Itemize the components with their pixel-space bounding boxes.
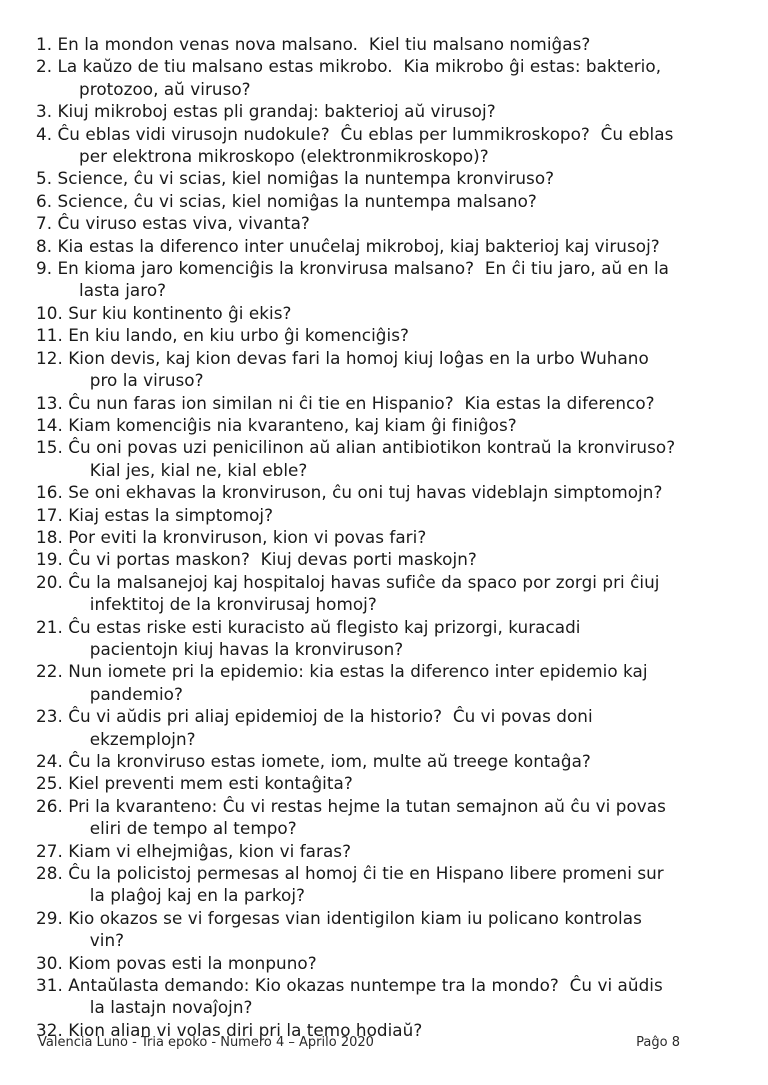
question-text bbox=[68, 347, 748, 392]
question-text bbox=[68, 840, 748, 862]
question-item bbox=[36, 862, 748, 907]
question-item bbox=[36, 750, 748, 772]
question-text bbox=[68, 436, 748, 481]
question-line: Ĉu la malsanejoj kaj hospitaloj havas sufiĉe da spaco por zorgi pri ĉiuj bbox=[68, 571, 660, 592]
question-text bbox=[68, 392, 748, 414]
question-line: Kia estas la diferenco inter unuĉelaj mikroboj, kiaj bakterioj kaj virusoj? bbox=[57, 235, 660, 256]
question-line: pro la viruso? bbox=[68, 370, 204, 391]
question-number: 25. bbox=[36, 773, 69, 794]
question-line: Ĉu la kronviruso estas iomete, iom, multe aŭ treege kontaĝa? bbox=[68, 751, 591, 771]
question-item bbox=[36, 526, 748, 548]
question-line: Kiel preventi mem esti kontaĝita? bbox=[68, 773, 353, 794]
footer-publication: Valencia Luno - Tria epoko - Numero 4 – Aprilo 2020 bbox=[38, 1035, 374, 1050]
question-item bbox=[36, 504, 748, 526]
question-number: 27. bbox=[36, 840, 69, 861]
question-line: Kiuj mikroboj estas pli grandaj: bakterioj aŭ virusoj? bbox=[57, 101, 496, 122]
question-text bbox=[68, 660, 748, 705]
question-text bbox=[58, 167, 749, 189]
question-number: 24. bbox=[36, 751, 69, 771]
question-line: ekzemplojn? bbox=[68, 728, 196, 749]
question-text bbox=[68, 795, 748, 840]
question-line: Kio okazos se vi forgesas vian identigilon kiam iu policano kontrolas bbox=[68, 907, 642, 928]
question-line: Kiam komenciĝis nia kvaranteno, kaj kiam ĝi finiĝos? bbox=[68, 414, 517, 435]
question-text bbox=[58, 123, 749, 168]
question-line: Se oni ekhavas la kronviruson, ĉu oni tuj havas videblajn simptomojn? bbox=[68, 482, 663, 503]
question-text bbox=[68, 907, 748, 952]
question-line: Kion alian vi volas diri pri la temo hodiaŭ? bbox=[68, 1019, 423, 1040]
question-item bbox=[36, 414, 748, 436]
question-item bbox=[36, 952, 748, 974]
question-line: En kioma jaro komenciĝis la kronvirusa malsano? En ĉi tiu jaro, aŭ en la bbox=[57, 258, 670, 279]
question-line: eliri de tempo al tempo? bbox=[68, 818, 297, 839]
question-line: Ĉu vi aŭdis pri aliaj epidemioj de la historio? Ĉu vi povas doni bbox=[68, 706, 593, 727]
question-item bbox=[36, 840, 748, 862]
question-text bbox=[68, 526, 748, 548]
question-line: Nun iomete pri la epidemio: kia estas la diferenco inter epidemio kaj bbox=[68, 661, 648, 682]
question-line: Ĉu viruso estas viva, vivanta? bbox=[57, 213, 310, 234]
question-number: 5. bbox=[36, 168, 58, 189]
question-line: infektitoj de la kronvirusaj homoj? bbox=[68, 594, 377, 615]
question-text bbox=[68, 571, 748, 616]
question-text bbox=[68, 481, 748, 503]
question-line: protozoo, aŭ viruso? bbox=[57, 78, 251, 99]
question-item bbox=[36, 705, 748, 750]
question-number: 7. bbox=[36, 213, 58, 234]
question-line: Ĉu oni povas uzi penicilinon aŭ alian antibiotikon kontraŭ la kronviruso? bbox=[68, 437, 676, 458]
question-number: 21. bbox=[36, 616, 69, 637]
question-number: 30. bbox=[36, 952, 69, 973]
question-number: 28. bbox=[36, 863, 69, 884]
question-item bbox=[36, 660, 748, 705]
question-text bbox=[68, 862, 748, 907]
question-number: 20. bbox=[36, 571, 69, 592]
question-item bbox=[36, 392, 748, 414]
question-number: 1. bbox=[36, 34, 58, 54]
question-text bbox=[68, 504, 748, 526]
question-line: lasta jaro? bbox=[57, 280, 167, 301]
question-item bbox=[36, 974, 748, 1019]
question-text bbox=[68, 750, 748, 772]
question-line: Kiom povas esti la monpuno? bbox=[68, 952, 317, 973]
question-item bbox=[36, 100, 748, 122]
question-item bbox=[36, 907, 748, 952]
question-number: 23. bbox=[36, 706, 69, 727]
question-text bbox=[58, 257, 749, 302]
question-line: pacientojn kiuj havas la kronviruson? bbox=[68, 638, 404, 659]
question-line: Pri la kvaranteno: Ĉu vi restas hejme la tutan semajnon aŭ ĉu vi povas bbox=[68, 795, 666, 816]
question-line: Kion devis, kaj kion devas fari la homoj kiuj loĝas en la urbo Wuhano bbox=[68, 347, 649, 368]
question-number: 13. bbox=[36, 392, 69, 413]
question-line: pandemio? bbox=[68, 683, 183, 704]
question-text bbox=[58, 100, 749, 122]
question-line: Ĉu la policistoj permesas al homoj ĉi tie en Hispano libere promeni sur bbox=[68, 863, 664, 884]
question-line: Kiam vi elhejmiĝas, kion vi faras? bbox=[68, 840, 352, 861]
question-item bbox=[36, 772, 748, 794]
question-text bbox=[68, 772, 748, 794]
question-number: 8. bbox=[36, 235, 58, 256]
question-item bbox=[36, 33, 748, 55]
question-number: 6. bbox=[36, 190, 58, 211]
question-line: Por eviti la kronviruson, kion vi povas fari? bbox=[68, 526, 427, 547]
question-line: En kiu lando, en kiu urbo ĝi komenciĝis? bbox=[68, 325, 409, 346]
question-item bbox=[36, 436, 748, 481]
question-number: 14. bbox=[36, 414, 69, 435]
question-number: 19. bbox=[36, 549, 69, 570]
question-line: Ĉu nun faras ion similan ni ĉi tie en Hispanio? Kia estas la diferenco? bbox=[68, 392, 655, 413]
question-number: 31. bbox=[36, 975, 69, 996]
question-item bbox=[36, 55, 748, 100]
question-number: 17. bbox=[36, 504, 69, 525]
question-line: Sur kiu kontinento ĝi ekis? bbox=[68, 302, 292, 323]
question-item bbox=[36, 795, 748, 840]
question-text bbox=[58, 235, 749, 257]
question-line: Science, ĉu vi scias, kiel nomiĝas la nuntempa kronviruso? bbox=[57, 168, 555, 189]
question-text bbox=[68, 705, 748, 750]
question-item bbox=[36, 347, 748, 392]
question-number: 10. bbox=[36, 302, 69, 323]
question-number: 12. bbox=[36, 347, 69, 368]
question-item bbox=[36, 167, 748, 189]
question-item bbox=[36, 548, 748, 570]
question-number: 26. bbox=[36, 795, 69, 816]
question-text bbox=[58, 212, 749, 234]
question-line: vin? bbox=[68, 930, 125, 951]
question-text bbox=[68, 974, 748, 1019]
question-line: Antaŭlasta demando: Kio okazas nuntempe tra la mondo? Ĉu vi aŭdis bbox=[68, 975, 663, 996]
question-item bbox=[36, 235, 748, 257]
question-text bbox=[68, 414, 748, 436]
question-number: 11. bbox=[36, 325, 69, 346]
question-item bbox=[36, 324, 748, 346]
question-item bbox=[36, 616, 748, 661]
question-line: Kiaj estas la simptomoj? bbox=[68, 504, 274, 525]
question-line: Kial jes, kial ne, kial eble? bbox=[68, 459, 308, 480]
question-text bbox=[58, 55, 749, 100]
question-text bbox=[68, 952, 748, 974]
question-text bbox=[58, 190, 749, 212]
question-line: Ĉu vi portas maskon? Kiuj devas porti maskojn? bbox=[68, 549, 477, 570]
question-number: 16. bbox=[36, 482, 69, 503]
question-number: 18. bbox=[36, 526, 69, 547]
question-item bbox=[36, 123, 748, 168]
question-number: 9. bbox=[36, 258, 58, 279]
question-item bbox=[36, 190, 748, 212]
question-line: Science, ĉu vi scias, kiel nomiĝas la nuntempa malsano? bbox=[57, 190, 537, 211]
question-text bbox=[68, 616, 748, 661]
question-number: 3. bbox=[36, 101, 58, 122]
question-text bbox=[68, 548, 748, 570]
question-item bbox=[36, 302, 748, 324]
question-number: 29. bbox=[36, 907, 69, 928]
question-line: Ĉu estas riske esti kuracisto aŭ flegisto kaj prizorgi, kuracadi bbox=[68, 616, 581, 637]
question-text bbox=[68, 302, 748, 324]
question-text bbox=[68, 324, 748, 346]
question-number: 4. bbox=[36, 123, 58, 144]
question-number: 2. bbox=[36, 56, 58, 77]
footer-page-number: Paĝo 8 bbox=[636, 1035, 680, 1050]
question-item bbox=[36, 257, 748, 302]
question-item bbox=[36, 571, 748, 616]
question-number: 22. bbox=[36, 661, 69, 682]
question-line: Ĉu eblas vidi virusojn nudokule? Ĉu eblas per lummikroskopo? Ĉu eblas bbox=[57, 123, 674, 144]
question-item bbox=[36, 212, 748, 234]
question-number: 15. bbox=[36, 437, 69, 458]
question-line: per elektrona mikroskopo (elektronmikroskopo)? bbox=[57, 146, 489, 167]
question-line: la lastajn novaĵojn? bbox=[68, 997, 253, 1018]
question-item bbox=[36, 481, 748, 503]
question-text bbox=[58, 33, 749, 55]
page-footer bbox=[38, 1035, 680, 1050]
question-line: La kaŭzo de tiu malsano estas mikrobo. Kia mikrobo ĝi estas: bakterio, bbox=[57, 56, 662, 77]
question-number: 32. bbox=[36, 1019, 69, 1040]
question-list bbox=[36, 33, 748, 1041]
question-line: En la mondon venas nova malsano. Kiel tiu malsano nomiĝas? bbox=[57, 34, 591, 54]
question-line: la plaĝoj kaj en la parkoj? bbox=[68, 885, 305, 906]
